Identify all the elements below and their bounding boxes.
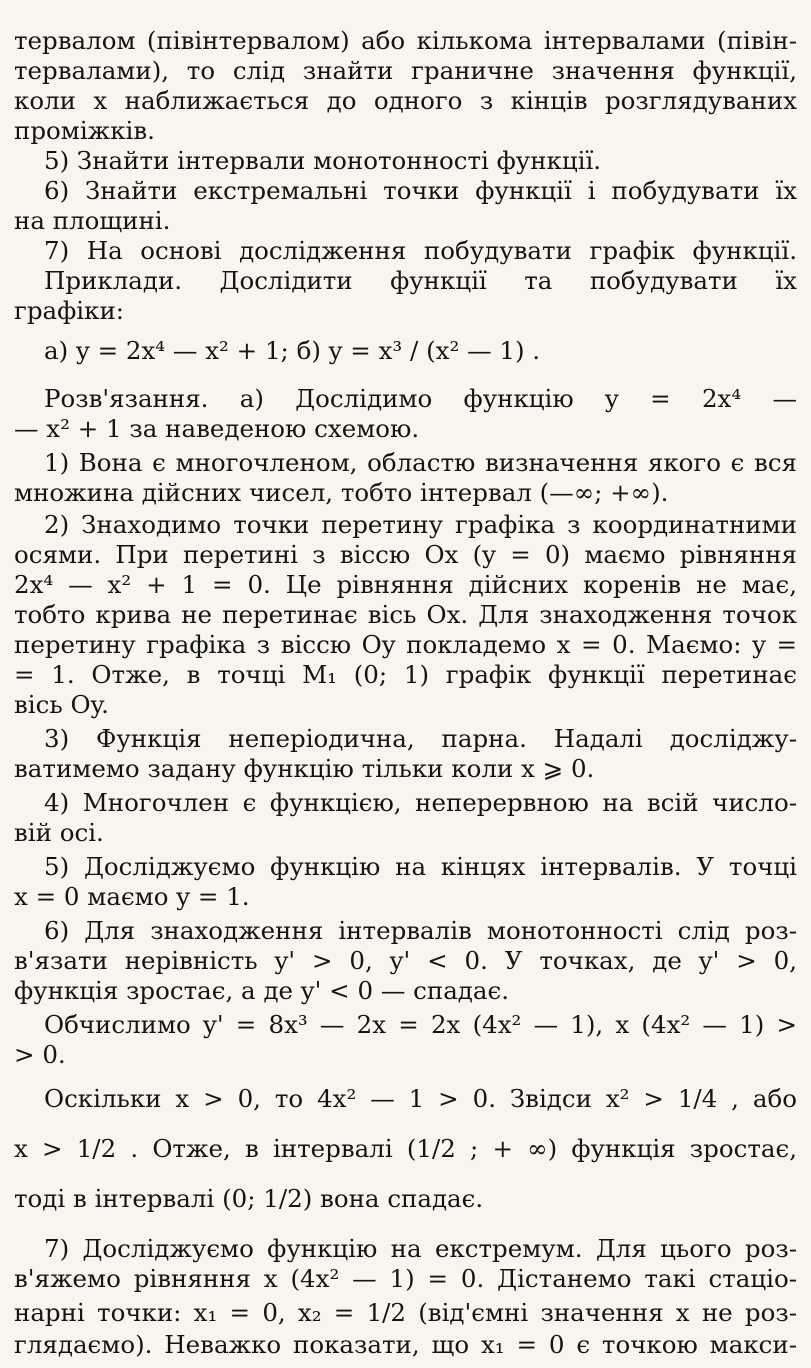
text-line-24: ватимемо задану функцію тільки коли x ⩾ 0. (14, 754, 595, 783)
text-line-26: вій осі. (14, 818, 104, 847)
text-line-4: проміжків. (14, 116, 155, 145)
text-line-31: функція зростає, а де y' < 0 — спадає. (14, 976, 510, 1005)
text-line-30: в'язати нерівність y' > 0, y' < 0. У точках, де y' > 0, (14, 946, 797, 975)
text-line-21: = 1. Отже, в точці M₁ (0; 1) графік функції перетинає (14, 660, 797, 689)
text-line-6: 6) Знайти екстремальні точки функції і побудувати їх (44, 176, 797, 205)
text-line-15: множина дійсних чисел, тобто інтервал (—∞; +∞). (14, 478, 669, 507)
text-line-36: тоді в інтервалі (0; 1/2) вона спадає. (14, 1184, 484, 1213)
text-line-13: — x² + 1 за наведеною схемою. (14, 414, 420, 443)
text-line-14: 1) Вона є многочленом, областю визначення якого є вся (44, 448, 797, 477)
text-line-7: на площині. (14, 206, 171, 235)
text-line-17: осями. При перетині з віссю Ox (y = 0) маємо рівняння (14, 540, 797, 569)
text-line-2: тервалами), то слід знайти граничне значення функції, (14, 56, 797, 85)
text-line-25: 4) Многочлен є функцією, неперервною на всій число- (44, 788, 797, 817)
text-line-16: 2) Знаходимо точки перетину графіка з координатними (44, 510, 797, 539)
text-line-38: в'яжемо рівняння x (4x² — 1) = 0. Дістанемо такі стаціо- (14, 1264, 797, 1293)
text-line-35: x > 1/2 . Отже, в інтервалі (1/2 ; + ∞) функція зростає, (14, 1134, 797, 1163)
text-line-12: Розв'язання. а) Дослідимо функцію y = 2x⁴ — (44, 384, 797, 413)
text-line-32: Обчислимо y' = 8x³ — 2x = 2x (4x² — 1), x (4x² — 1) > (44, 1010, 797, 1039)
text-line-29: 6) Для знаходження інтервалів монотонності слід роз- (44, 916, 797, 945)
text-line-23: 3) Функція неперіодична, парна. Надалі досліджу- (44, 724, 797, 753)
text-line-3: коли x наближається до одного з кінців розглядуваних (14, 86, 797, 115)
text-line-40: глядаємо). Неважко показати, що x₁ = 0 є точкою макси- (14, 1330, 797, 1359)
text-line-27: 5) Досліджуємо функцію на кінцях інтервалів. У точці (44, 852, 797, 881)
text-line-28: x = 0 маємо y = 1. (14, 882, 250, 911)
text-line-39: нарні точки: x₁ = 0, x₂ = 1/2 (від'ємні значення x не роз- (14, 1298, 797, 1327)
text-line-37: 7) Досліджуємо функцію на екстремум. Для цього роз- (44, 1234, 797, 1263)
formula-line-examples: а) y = 2x⁴ — x² + 1; б) y = x³ / (x² — 1) . (44, 336, 541, 365)
text-line-8: 7) На основі дослідження побудувати графік функції. (44, 236, 797, 265)
text-line-33: > 0. (14, 1040, 66, 1069)
text-line-20: перетину графіка з віссю Oy покладемо x = 0. Маємо: y = (14, 630, 797, 659)
text-line-22: вісь Oy. (14, 690, 109, 719)
text-line-5: 5) Знайти інтервали монотонності функції. (44, 146, 602, 175)
text-line-9: Приклади. Дослідити функції та побудувати їх (44, 266, 797, 295)
text-line-19: тобто крива не перетинає вісь Ox. Для знаходження точок (14, 600, 797, 629)
text-line-34: Оскільки x > 0, то 4x² — 1 > 0. Звідси x² > 1/4 , або (44, 1084, 797, 1113)
text-line-18: 2x⁴ — x² + 1 = 0. Це рівняння дійсних коренів не має, (14, 570, 797, 599)
text-line-10: графіки: (14, 296, 125, 325)
text-line-1: тервалом (півінтервалом) або кількома інтервалами (півін- (14, 26, 797, 55)
